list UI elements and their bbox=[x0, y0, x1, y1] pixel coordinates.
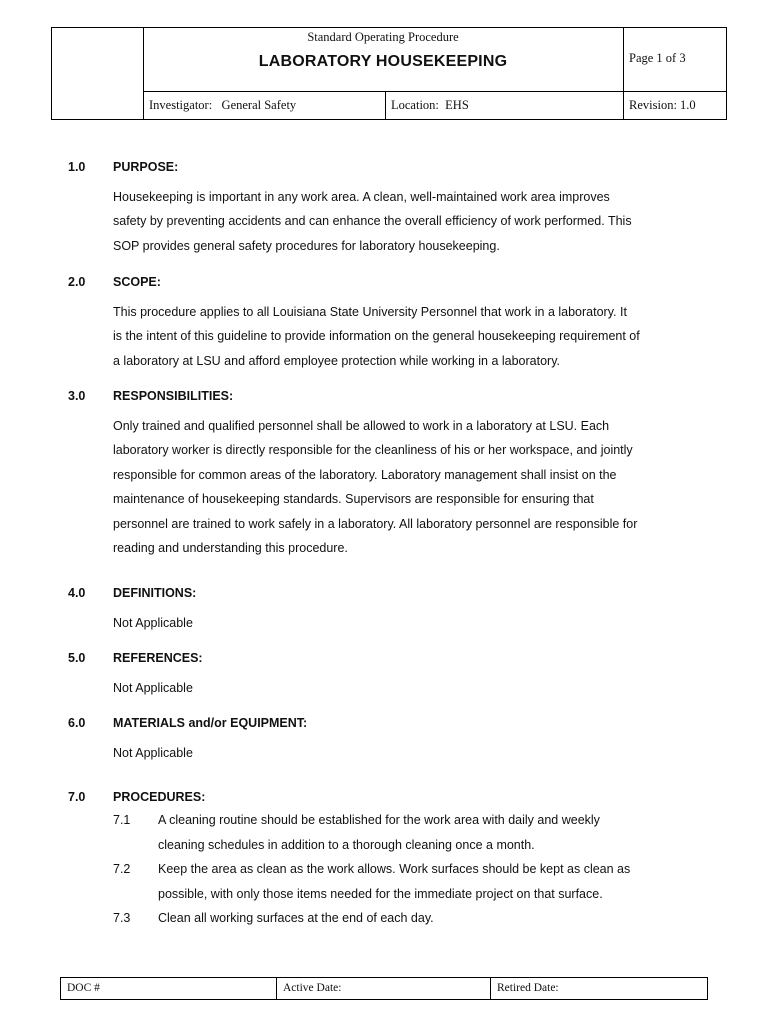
section-heading: REFERENCES: bbox=[113, 651, 203, 665]
section-number: 2.0 bbox=[68, 275, 86, 289]
section-body bbox=[113, 185, 703, 259]
body-line: safety by preventing accidents and can enhance the overall efficiency of work performed. This bbox=[113, 214, 632, 228]
procedure-number: 7.1 bbox=[113, 813, 131, 827]
section-number: 5.0 bbox=[68, 651, 86, 665]
page-number: Page 1 of 3 bbox=[629, 51, 686, 65]
procedure-text bbox=[158, 857, 703, 906]
body-line: maintenance of housekeeping standards. Supervisors are responsible for ensuring that bbox=[113, 492, 594, 506]
section-body bbox=[113, 611, 703, 636]
section-number: 3.0 bbox=[68, 389, 86, 403]
body-line: a laboratory at LSU and afford employee protection while working in a laboratory. bbox=[113, 353, 561, 368]
doc-number-label: DOC # bbox=[67, 982, 100, 994]
logo-cell bbox=[52, 28, 144, 119]
section-heading: DEFINITIONS: bbox=[113, 586, 197, 600]
body-line: Not Applicable bbox=[113, 745, 193, 760]
active-date-label: Active Date: bbox=[283, 982, 342, 994]
section-number: 7.0 bbox=[68, 790, 86, 804]
body-line: SOP provides general safety procedures for laboratory housekeeping. bbox=[113, 238, 500, 253]
footer-table bbox=[60, 977, 708, 1000]
section-body bbox=[113, 676, 703, 701]
active-date-cell bbox=[277, 978, 491, 999]
body-line: responsible for common areas of the laboratory. Laboratory management shall insist on the bbox=[113, 467, 617, 482]
revision-cell bbox=[623, 91, 726, 119]
investigator-cell bbox=[143, 91, 386, 119]
procedure-text bbox=[158, 808, 703, 857]
doc-number-cell bbox=[61, 978, 277, 999]
body-line: This procedure applies to all Louisiana State University Personnel that work in a laboratory. It bbox=[113, 304, 627, 319]
section-number: 6.0 bbox=[68, 716, 86, 730]
procedure-line: Keep the area as clean as the work allows. Work surfaces should be kept as clean as bbox=[158, 862, 631, 876]
location-cell bbox=[385, 91, 624, 119]
sop-label: Standard Operating Procedure bbox=[307, 30, 459, 44]
section-heading: MATERIALS and/or EQUIPMENT: bbox=[113, 716, 308, 730]
body-line: Not Applicable bbox=[113, 615, 193, 630]
body-line: Only trained and qualified personnel shall be allowed to work in a laboratory at LSU. Each bbox=[113, 418, 610, 433]
procedure-line: A cleaning routine should be established for the work area with daily and weekly bbox=[158, 813, 600, 827]
procedure-line: cleaning schedules in addition to a thorough cleaning once a month. bbox=[158, 837, 535, 852]
page-cell bbox=[623, 28, 726, 92]
section-number: 4.0 bbox=[68, 586, 86, 600]
procedure-number: 7.3 bbox=[113, 911, 131, 925]
body-line: Not Applicable bbox=[113, 680, 193, 695]
section-body bbox=[113, 414, 703, 561]
section-body bbox=[113, 300, 703, 374]
procedure-number: 7.2 bbox=[113, 862, 131, 876]
section-heading: PURPOSE: bbox=[113, 160, 179, 174]
section-number: 1.0 bbox=[68, 160, 86, 174]
section-heading: SCOPE: bbox=[113, 275, 161, 289]
body-line: laboratory worker is directly responsible for the cleanliness of his or her workspace, and jointly bbox=[113, 443, 633, 457]
body-line: reading and understanding this procedure. bbox=[113, 541, 348, 555]
document-title: LABORATORY HOUSEKEEPING bbox=[258, 53, 508, 70]
procedure-text bbox=[158, 906, 703, 931]
section-heading: RESPONSIBILITIES: bbox=[113, 389, 234, 403]
section-body bbox=[113, 741, 703, 766]
section-heading: PROCEDURES: bbox=[113, 790, 206, 804]
retired-date-label: Retired Date: bbox=[497, 982, 559, 994]
retired-date-cell bbox=[491, 978, 707, 999]
investigator: Investigator: General Safety bbox=[149, 98, 297, 112]
title-cell bbox=[143, 28, 624, 92]
section-procedures bbox=[0, 790, 768, 950]
body-line: personnel are trained to work safely in a laboratory. All laboratory personnel are responsible for bbox=[113, 516, 638, 531]
procedure-line: possible, with only those items needed for the immediate project on that surface. bbox=[158, 886, 603, 901]
header-table bbox=[51, 27, 727, 120]
body-line: Housekeeping is important in any work area. A clean, well-maintained work area improves bbox=[113, 189, 610, 204]
revision: Revision: 1.0 bbox=[629, 98, 696, 112]
procedure-line: Clean all working surfaces at the end of each day. bbox=[158, 911, 434, 925]
body-line: is the intent of this guideline to provide information on the general housekeeping requirement of bbox=[113, 329, 640, 343]
location: Location: EHS bbox=[391, 98, 469, 112]
